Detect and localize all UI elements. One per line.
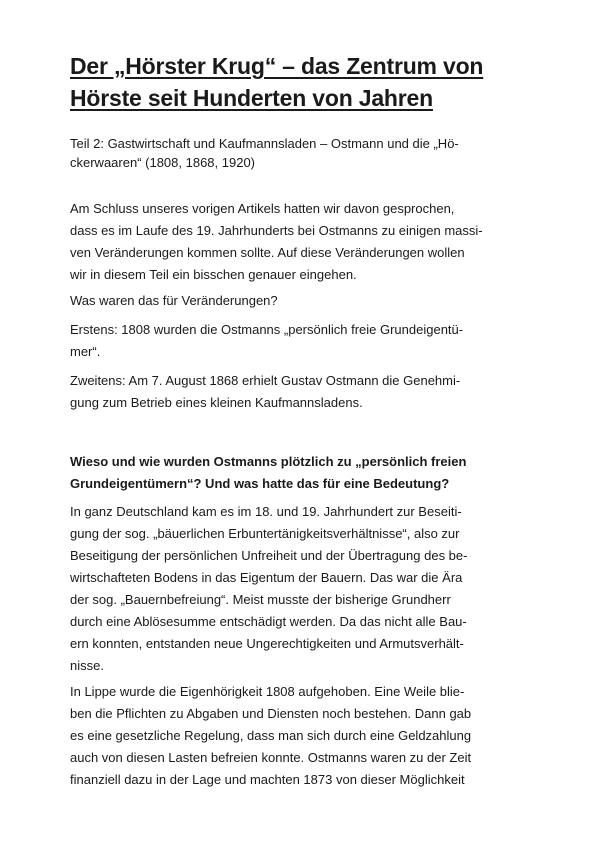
text-line: Beseitigung der persönlichen Unfreiheit und der Übertragung des be- (70, 548, 468, 563)
subtitle-line: ckerwaaren“ (1808, 1868, 1920) (70, 155, 256, 170)
text-line: ben die Pflichten zu Abgaben und Diensten noch bestehen. Dann gab (70, 706, 472, 721)
text-line: auch von diesen Lasten befreien konnte. Ostmanns waren zu der Zeit (70, 750, 472, 765)
text-line: In Lippe wurde die Eigenhörigkeit 1808 aufgehoben. Eine Weile blie- (70, 684, 465, 699)
text-line: Was waren das für Veränderungen? (70, 293, 278, 308)
text-line: Erstens: 1808 wurden die Ostmanns „persönlich freie Grundeigentü- (70, 322, 464, 337)
text-line: ven Veränderungen kommen sollte. Auf diese Veränderungen wollen (70, 245, 465, 260)
section-heading (70, 451, 530, 495)
text-line: der sog. „Bauernbefreiung“. Meist musste der bisherige Grundherr (70, 592, 451, 607)
text-line: gung zum Betrieb eines kleinen Kaufmannsladens. (70, 395, 363, 410)
subtitle-line: Teil 2: Gastwirtschaft und Kaufmannsladen – Ostmann und die „Hö- (70, 136, 459, 151)
title-line: Der „Hörster Krug“ – das Zentrum von (70, 53, 484, 79)
paragraph-first-change (70, 319, 530, 363)
text-line: Wieso und wie wurden Ostmanns plötzlich zu „persönlich freien (70, 454, 467, 469)
title-line: Hörste seit Hunderten von Jahren (70, 85, 433, 111)
text-line: Am Schluss unseres vorigen Artikels hatten wir davon gesprochen, (70, 201, 455, 216)
text-line: Grundeigentümern“? Und was hatte das für eine Bedeutung? (70, 476, 450, 491)
text-line: gung der sog. „bäuerlichen Erbuntertänigkeitsverhältnisse“, also zur (70, 526, 460, 541)
text-line: wir in diesem Teil ein bisschen genauer eingehen. (70, 267, 357, 282)
text-line: ern konnten, entstanden neue Ungerechtigkeiten und Armutsverhält- (70, 636, 464, 651)
text-line: wirtschafteten Bodens in das Eigentum der Bauern. Das war die Ära (70, 570, 463, 585)
paragraph-lippe (70, 681, 530, 791)
paragraph-germany (70, 501, 530, 677)
text-line: es eine gesetzliche Regelung, dass man sich durch eine Geldzahlung (70, 728, 472, 743)
text-line: durch eine Ablösesumme entschädigt werden. Da das nicht alle Bau- (70, 614, 467, 629)
text-line: nisse. (70, 658, 104, 673)
text-line: dass es im Laufe des 19. Jahrhunderts bei Ostmanns zu einigen massi- (70, 223, 483, 238)
paragraph-intro (70, 198, 530, 286)
text-line: finanziell dazu in der Lage und machten 1873 von dieser Möglichkeit (70, 772, 465, 787)
text-line: In ganz Deutschland kam es im 18. und 19. Jahrhundert zur Beseiti- (70, 504, 462, 519)
paragraph-question (70, 290, 530, 312)
text-line: mer“. (70, 344, 101, 359)
document-title (70, 50, 540, 114)
text-line: Zweitens: Am 7. August 1868 erhielt Gustav Ostmann die Genehmi- (70, 373, 461, 388)
paragraph-second-change (70, 370, 530, 414)
document-subtitle (70, 134, 530, 172)
